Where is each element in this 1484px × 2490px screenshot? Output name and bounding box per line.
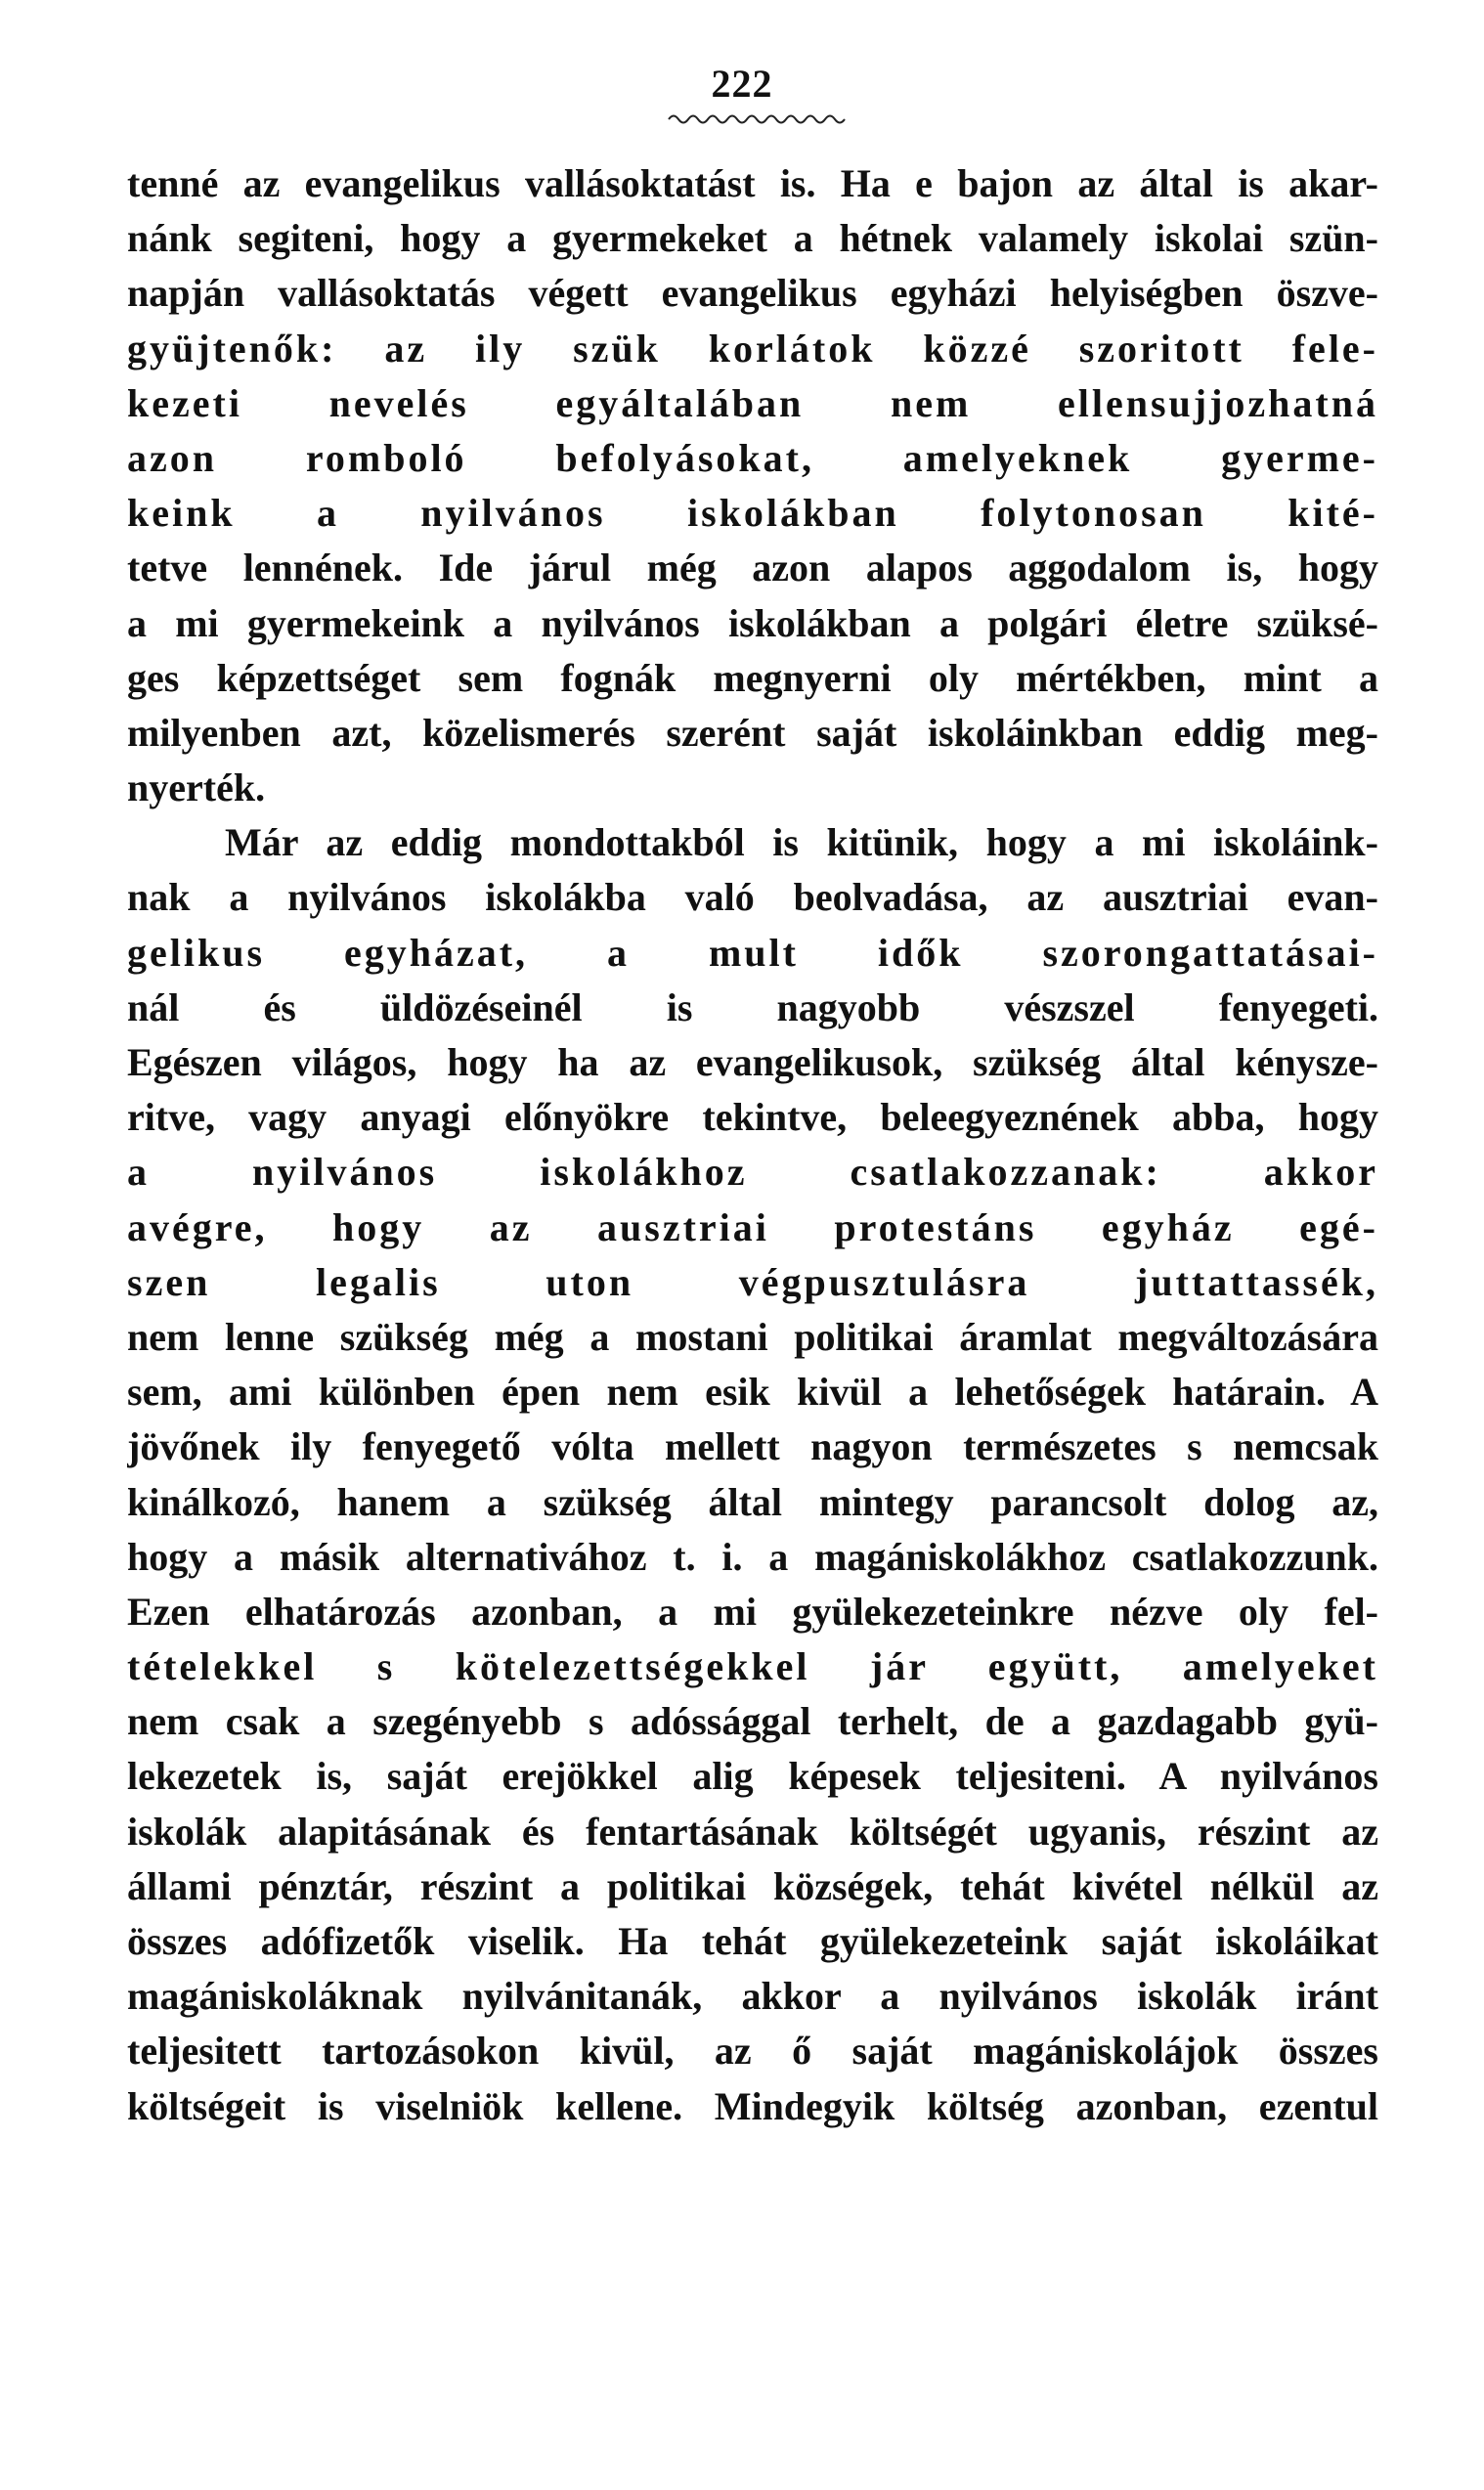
text-line: Ezen elhatározás azonban, a mi gyülekezeteinkre nézve oly fel- <box>127 1589 1378 1634</box>
text-line: magániskoláknak nyilvánitanák, akkor a nyilvános iskolák iránt <box>127 1974 1378 2019</box>
text-line: a nyilvános iskolákhoz csatlakozzanak: akkor <box>127 1150 1378 1195</box>
text-line: ritve, vagy anyagi előnyökre tekintve, beleegyeznének abba, hogy <box>127 1095 1378 1140</box>
text-line: nánk segiteni, hogy a gyermekeket a hétnek valamely iskolai szün- <box>127 216 1378 261</box>
body-text <box>127 156 1378 2134</box>
text-line: milyenben azt, közelismerés szerént saját iskoláinkban eddig meg- <box>127 710 1378 755</box>
text-line: nyerték. <box>127 765 266 810</box>
text-line: nál és üldözéseinél is nagyobb vészszel fenyegeti. <box>127 984 1378 1029</box>
text-line: Már az eddig mondottakból is kitünik, hogy a mi iskoláink- <box>225 820 1378 865</box>
text-line: tenné az evangelikus vallásoktatást is. Ha e bajon az által is akar- <box>127 161 1378 205</box>
text-line: állami pénztár, részint a politikai községek, tehát kivétel nélkül az <box>127 1863 1378 1908</box>
text-line: keink a nyilvános iskolákban folytonosan kité- <box>127 491 1378 536</box>
text-line: nak a nyilvános iskolákba való beolvadása, az ausztriai evan- <box>127 875 1378 920</box>
text-line: gelikus egyházat, a mult idők szorongattatásai- <box>127 930 1378 975</box>
text-line: azon romboló befolyásokat, amelyeknek gyerme- <box>127 435 1378 480</box>
text-line: költségeit is viselniök kellene. Mindegyik költség azonban, ezentul <box>127 2083 1378 2128</box>
text-line: sem, ami különben épen nem esik kivül a lehetőségek határain. A <box>127 1370 1378 1415</box>
text-line: nem csak a szegényebb s adóssággal terhelt, de a gazdagabb gyü- <box>127 1699 1378 1744</box>
text-line: a mi gyermekeink a nyilvános iskolákban a polgári életre szüksé- <box>127 600 1378 645</box>
text-line: avégre, hogy az ausztriai protestáns egyház egé- <box>127 1204 1378 1249</box>
text-line: hogy a másik alternativához t. i. a magániskolákhoz csatlakozzunk. <box>127 1534 1378 1579</box>
text-line: ges képzettséget sem fognák megnyerni oly mértékben, mint a <box>127 655 1378 700</box>
text-line: kezeti nevelés egyáltalában nem ellensujjozhatná <box>127 380 1378 425</box>
text-line: gyüjtenők: az ily szük korlátok közzé szoritott fele- <box>127 326 1378 371</box>
page-number: 222 <box>711 62 773 106</box>
text-line: jövőnek ily fenyegető vólta mellett nagyon természetes s nemcsak <box>127 1424 1378 1469</box>
text-line: Egészen világos, hogy ha az evangelikusok, szükség által kénysze- <box>127 1040 1378 1084</box>
text-line: szen legalis uton végpusztulásra juttattassék, <box>127 1259 1378 1304</box>
text-line: teljesitett tartozásokon kivül, az ő saját magániskolájok összes <box>127 2029 1378 2074</box>
text-line: napján vallásoktatás végett evangelikus egyházi helyiségben öszve- <box>127 271 1378 316</box>
wavy-rule-ornament <box>667 110 852 124</box>
text-line: tetve lennének. Ide járul még azon alapos aggodalom is, hogy <box>127 546 1378 590</box>
text-line: lekezetek is, saját erejökkel alig képesek teljesiteni. A nyilvános <box>127 1754 1378 1799</box>
text-line: iskolák alapitásának és fentartásának költségét ugyanis, részint az <box>127 1809 1378 1854</box>
text-line: összes adófizetők viselik. Ha tehát gyülekezeteink saját iskoláikat <box>127 1919 1378 1963</box>
text-line: kinálkozó, hanem a szükség által mintegy parancsolt dolog az, <box>127 1479 1378 1524</box>
text-line: nem lenne szükség még a mostani politikai áramlat megváltozására <box>127 1314 1378 1359</box>
text-line: tételekkel s kötelezettségekkel jár együtt, amelyeket <box>127 1644 1378 1689</box>
